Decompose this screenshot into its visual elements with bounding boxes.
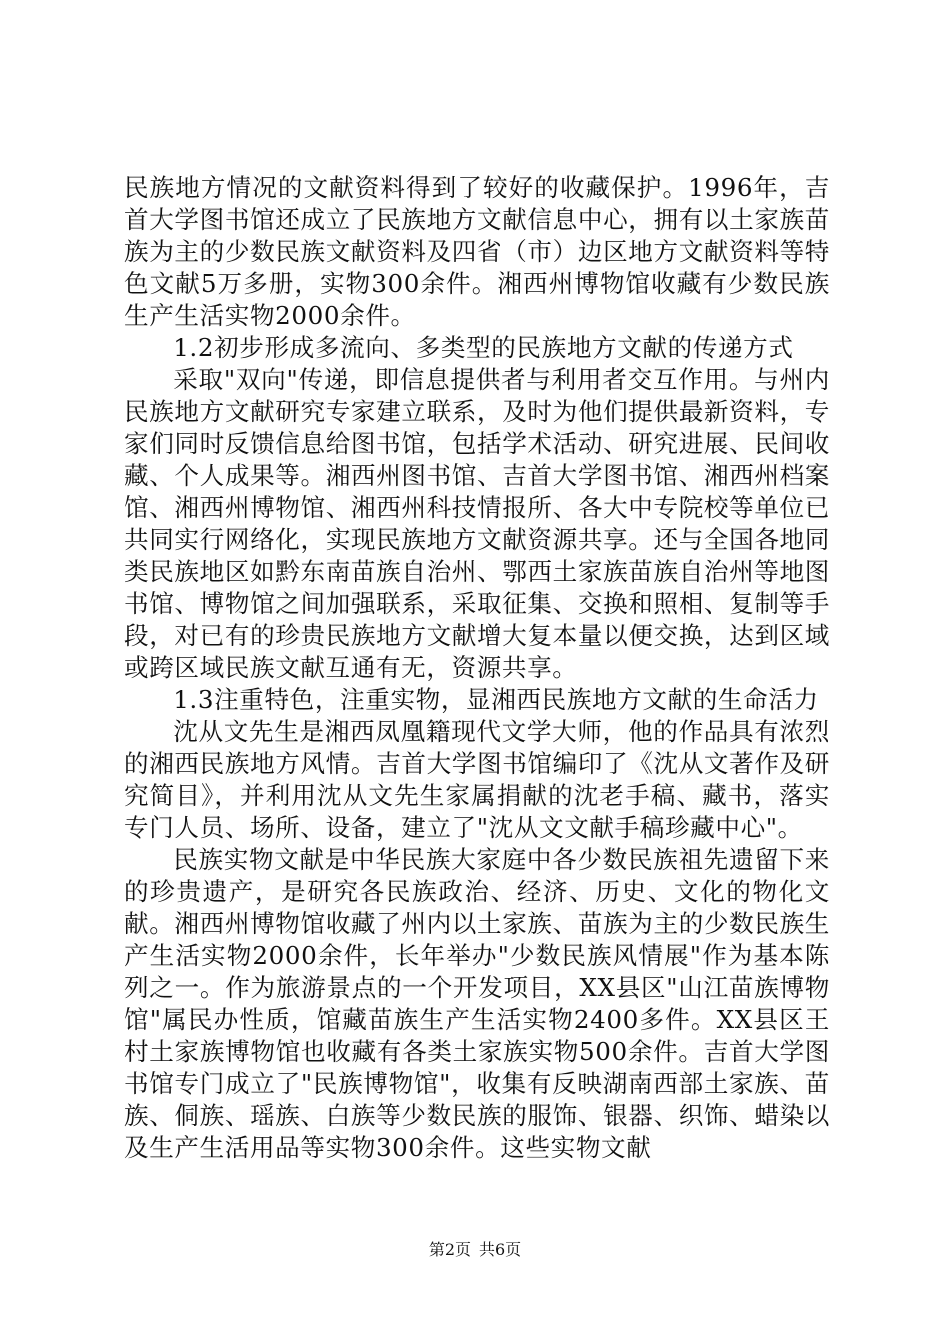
page-number-current: 第2页	[428, 1240, 471, 1259]
paragraph-ethnic-artifacts: 民族实物文献是中华民族大家庭中各少数民族祖先遗留下来的珍贵遗产，是研究各民族政治、经济、历史、文化的物化文献。湘西州博物馆收藏了州内以土家族、苗族为主的少数民族生产生活实物2000余件，长年举办"少数民族风情展"作为基本陈列之一。作为旅游景点的一个开发项目，XX县区"山江苗族博物馆"属民办性质，馆藏苗族生产生活实物2400多件。XX县区王村土家族博物馆也收藏有各类土家族实物500余件。吉首大学图书馆专门成立了"民族博物馆"，收集有反映湖南西部土家族、苗族、侗族、瑶族、白族等少数民族的服饰、银器、织饰、蜡染以及生产生活用品等实物300余件。这些实物文献	[124, 845, 830, 1162]
paragraph-shen-congwen: 沈从文先生是湘西凤凰籍现代文学大师，他的作品具有浓烈的湘西民族地方风情。吉首大学图书馆编印了《沈从文著作及研究简目》，并利用沈从文先生家属捐献的沈老手稿、藏书，落实专门人员、场所、设备，建立了"沈从文文献手稿珍藏中心"。	[124, 717, 830, 842]
section-heading-1-2: 1.2初步形成多流向、多类型的民族地方文献的传递方式	[173, 333, 794, 362]
paragraph-two-way-delivery: 采取"双向"传递，即信息提供者与利用者交互作用。与州内民族地方文献研究专家建立联系，及时为他们提供最新资料，专家们同时反馈信息给图书馆，包括学术活动、研究进展、民间收藏、个人成果等。湘西州图书馆、吉首大学图书馆、湘西州档案馆、湘西州博物馆、湘西州科技情报所、各大中专院校等单位已共同实行网络化，实现民族地方文献资源共享。还与全国各地同类民族地区如黔东南苗族自治州、鄂西土家族苗族自治州等地图书馆、博物馆之间加强联系，采取征集、交换和照相、复制等手段，对已有的珍贵民族地方文献增大复本量以便交换，达到区域或跨区域民族文献互通有无，资源共享。	[124, 365, 830, 682]
page-number-total: 共6页	[479, 1240, 522, 1259]
paragraph-continued: 民族地方情况的文献资料得到了较好的收藏保护。1996年，吉首大学图书馆还成立了民族地方文献信息中心，拥有以土家族苗族为主的少数民族文献资料及四省（市）边区地方文献资料等特色文献5万多册，实物300余件。湘西州博物馆收藏有少数民族生产生活实物2000余件。	[124, 173, 830, 330]
section-heading-1-3: 1.3注重特色，注重实物，显湘西民族地方文献的生命活力	[173, 685, 819, 714]
document-body	[124, 172, 830, 1164]
page-footer	[0, 1240, 950, 1260]
